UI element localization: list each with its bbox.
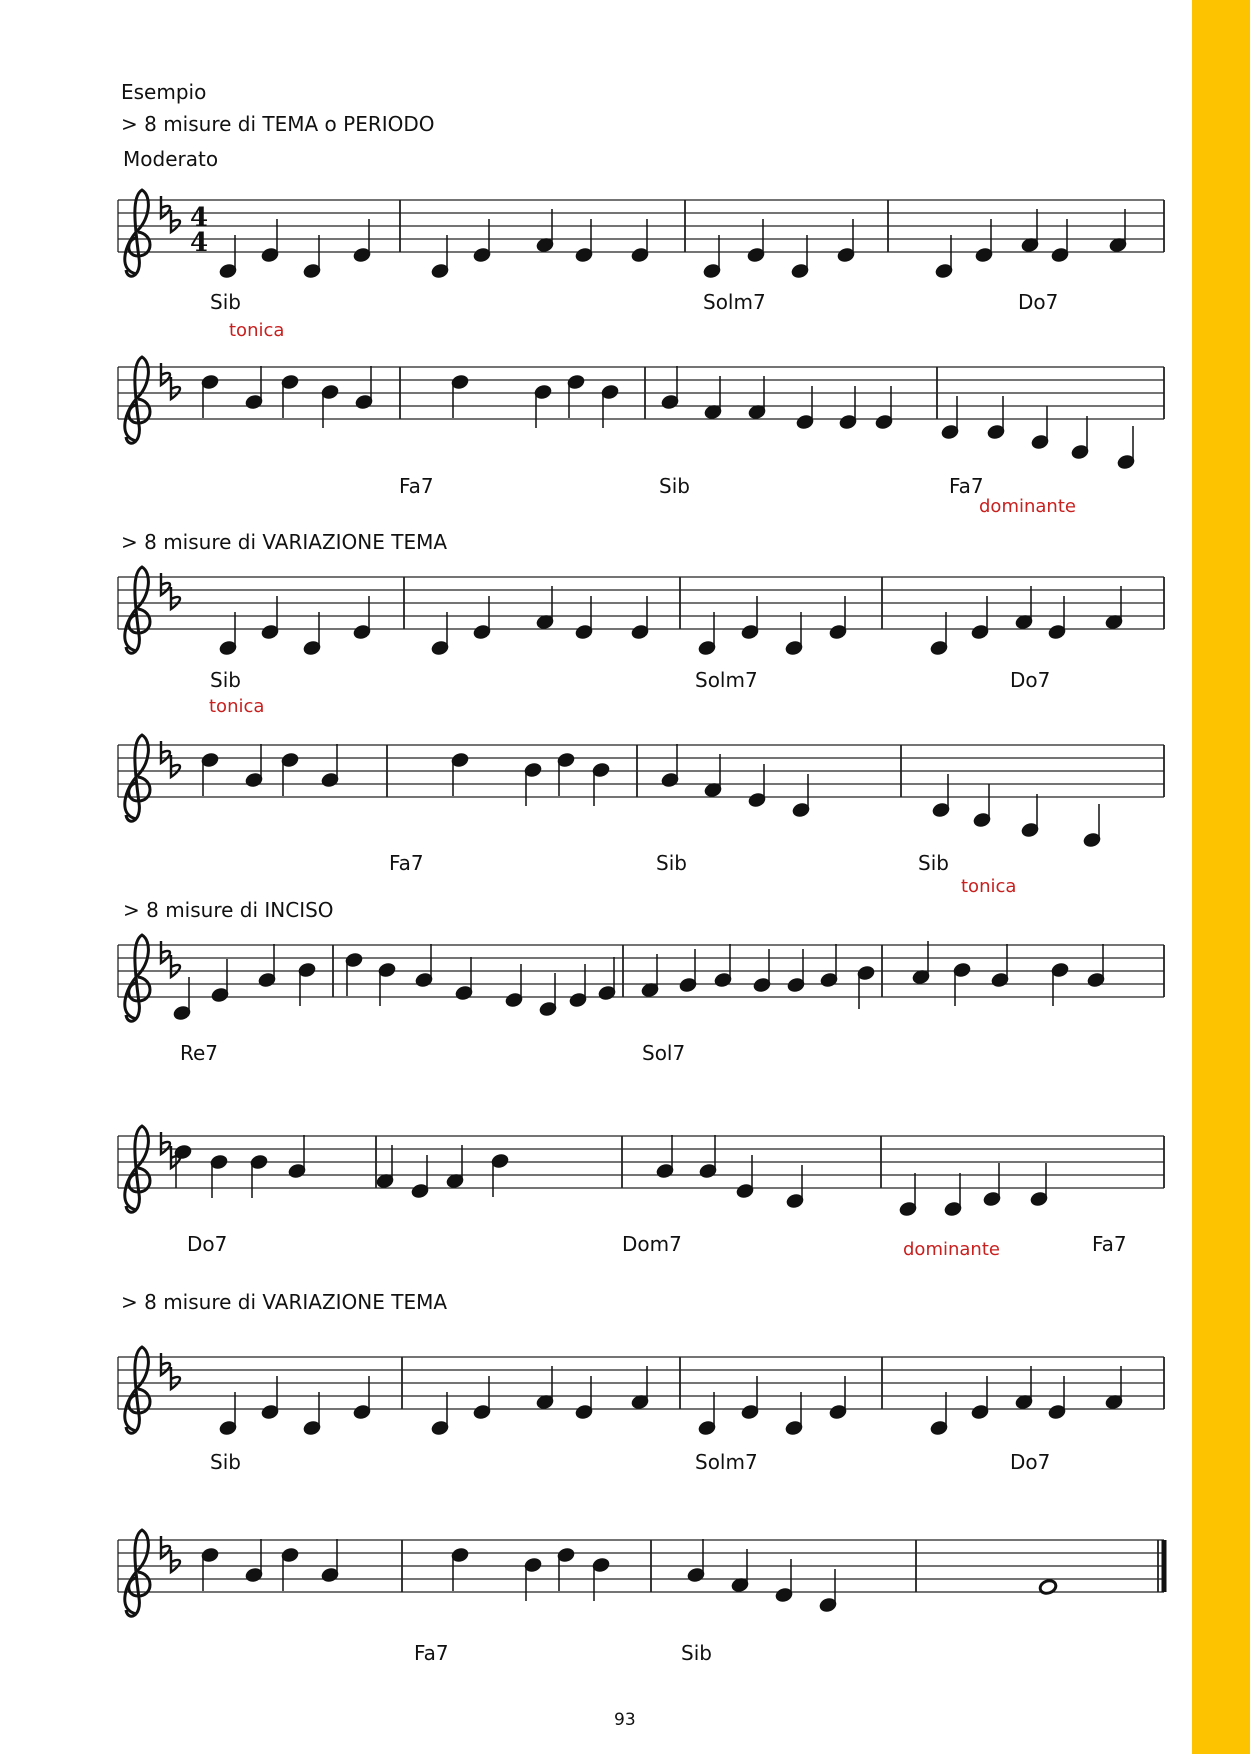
chord-label: Do7 <box>187 1232 228 1256</box>
function-annotation: dominante <box>979 496 1076 517</box>
page-number: 93 <box>614 1710 636 1730</box>
flat-icon <box>161 941 170 963</box>
flat-icon <box>161 1353 170 1375</box>
flat-icon <box>161 573 170 595</box>
staff-system <box>118 1126 1164 1217</box>
example-label: Esempio <box>121 80 207 104</box>
chord-label: Fa7 <box>949 474 984 498</box>
whole-note <box>1038 1579 1057 1596</box>
staff-system <box>118 1347 1164 1436</box>
chord-label: Sib <box>918 851 949 875</box>
flat-icon <box>161 741 170 763</box>
chord-label: Sib <box>659 474 690 498</box>
staff-system <box>118 1530 1164 1616</box>
chord-label: Sib <box>210 1450 241 1474</box>
chord-label: Fa7 <box>399 474 434 498</box>
staff-system <box>118 190 1164 279</box>
function-annotation: tonica <box>209 696 265 717</box>
chord-label: Sib <box>681 1641 712 1665</box>
staff-system <box>118 357 1164 470</box>
section-heading-inciso: > 8 misure di INCISO <box>123 898 334 922</box>
flat-icon <box>161 363 170 385</box>
chord-label: Re7 <box>180 1041 219 1065</box>
chord-label: Do7 <box>1018 290 1059 314</box>
chord-label: Do7 <box>1010 668 1051 692</box>
chord-label: Solm7 <box>703 290 766 314</box>
chord-label: Fa7 <box>414 1641 449 1665</box>
chord-label: Solm7 <box>695 668 758 692</box>
chord-label: Fa7 <box>389 851 424 875</box>
chord-label: Solm7 <box>695 1450 758 1474</box>
yellow-side-bar <box>1192 0 1250 1754</box>
tempo-marking: Moderato <box>123 147 219 171</box>
time-signature-top: 4 <box>190 203 209 233</box>
chord-label: Dom7 <box>622 1232 682 1256</box>
function-annotation: dominante <box>903 1239 1000 1260</box>
chord-label: Sib <box>656 851 687 875</box>
chord-label: Sib <box>210 290 241 314</box>
chord-label: Sol7 <box>642 1041 686 1065</box>
chord-label: Fa7 <box>1092 1232 1127 1256</box>
staff-system <box>118 735 1164 848</box>
function-annotation: tonica <box>961 876 1017 897</box>
function-annotation: tonica <box>229 320 285 341</box>
chord-label: Do7 <box>1010 1450 1051 1474</box>
section-heading-variazione-2: > 8 misure di VARIAZIONE TEMA <box>121 1290 448 1314</box>
flat-icon <box>161 196 170 218</box>
chord-label: Sib <box>210 668 241 692</box>
section-heading-tema: > 8 misure di TEMA o PERIODO <box>121 112 435 136</box>
staff-system <box>118 935 1164 1021</box>
staff-system <box>118 567 1164 656</box>
flat-icon <box>161 1132 170 1154</box>
time-signature-bottom: 4 <box>190 228 209 258</box>
section-heading-variazione: > 8 misure di VARIAZIONE TEMA <box>121 530 448 554</box>
flat-icon <box>161 1536 170 1558</box>
